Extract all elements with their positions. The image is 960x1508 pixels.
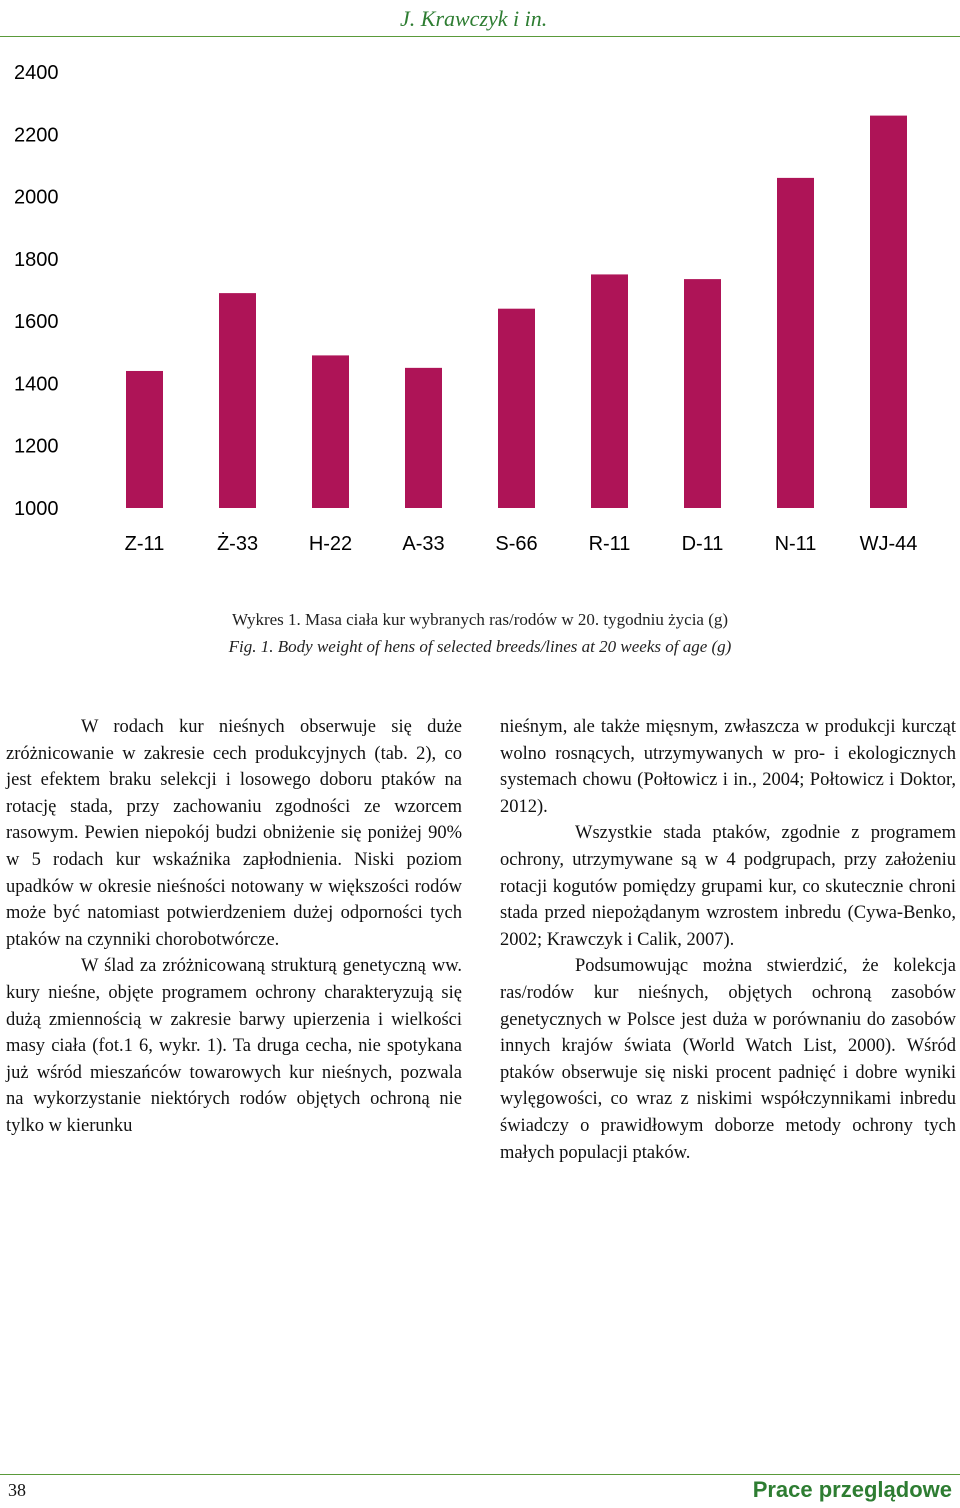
y-tick-label: 2400 — [14, 62, 59, 84]
paragraph: W ślad za zróżnicowaną strukturą genetyczną ww. kury nieśne, objęte programem ochrony charakteryzują się dużą zmiennością w zakresie barwy upierzenia i wielkości masy ciała (fot.1 6, wykr. 1). Ta druga cecha, nie spotykana już wśród mieszańców towarowych kur nieśnych, pozwala na wykorzystanie niektórych rodów objętych ochroną nie tylko w kierunku — [6, 956, 462, 1136]
x-tick-label: N-11 — [774, 533, 817, 555]
y-tick-label: 1200 — [14, 435, 59, 458]
x-tick-label: S-66 — [495, 533, 538, 555]
x-tick-label: D-11 — [681, 533, 724, 555]
figure-caption-polish: Wykres 1. Masa ciała kur wybranych ras/rodów w 20. tygodniu życia (g) — [231, 610, 729, 629]
bar — [591, 274, 628, 508]
paragraph: Podsumowując można stwierdzić, że kolekcja ras/rodów kur nieśnych, objętych ochroną zasobów genetycznych w Polsce jest duża w porównaniu do zasobów innych krajów świata (World Watch List, 2000). Wśród ptaków obserwuje się niski procent padnięć i dobre wyniki wylęgowości, co wraz z niskimi współczynnikami inbredu świadczy o prawidłowym doborze metody ochrony tych małych populacji ptaków. — [500, 956, 956, 1163]
paragraph: Wszystkie stada ptaków, zgodnie z programem ochrony, utrzymywane są w 4 podgrupach, przy założeniu rotacji kogutów pomiędzy grupami kur, co skutecznie chroni stada przed niepożądanym wzrostem inbredu (Cywa-Benko, 2002; Krawczyk i Calik, 2007). — [500, 823, 956, 950]
x-tick-label: R-11 — [588, 533, 631, 555]
x-tick-label: Z-11 — [124, 533, 165, 555]
footer-rule — [0, 1474, 960, 1475]
bar — [777, 178, 814, 508]
x-tick-label: A-33 — [402, 533, 445, 555]
running-head: J. Krawczyk i in. — [400, 6, 548, 31]
bars — [126, 116, 907, 508]
page-number: 38 — [8, 1480, 26, 1500]
y-tick-label: 2200 — [14, 124, 59, 147]
bar — [405, 368, 442, 508]
x-axis — [125, 532, 918, 555]
bar — [870, 116, 907, 508]
bar — [126, 371, 163, 508]
y-tick-label: 1000 — [14, 498, 59, 520]
y-tick-label: 1600 — [14, 311, 59, 334]
y-tick-label: 1800 — [14, 248, 59, 271]
y-tick-label: 2000 — [14, 186, 59, 209]
header-rule — [0, 36, 960, 37]
bar — [219, 293, 256, 508]
right-column — [500, 714, 956, 1166]
figure-caption-english: Fig. 1. Body weight of hens of selected breeds/lines at 20 weeks of age (g) — [228, 637, 732, 656]
x-tick-label: Ż-33 — [216, 533, 259, 555]
x-tick-label: WJ-44 — [859, 533, 918, 555]
bar — [498, 309, 535, 508]
paragraph: nieśnym, ale także mięsnym, zwłaszcza w produkcji kurcząt wolno rosnących, utrzymywanych w pro- i ekologicznych systemach chowu (Połtowicz i in., 2004; Połtowicz i Doktor, 2012). — [500, 717, 956, 817]
bar — [684, 279, 721, 508]
paragraph: W rodach kur nieśnych obserwuje się duże zróżnicowanie w zakresie cech produkcyjnych (tab. 2), co jest efektem braku selekcji i losowego doboru ptaków na rotację stada, przy zachowaniu zgodności ze wzorcem rasowym. Pewien niepokój budzi obniżenie się poniżej 90% w 5 rodach kur wskaźnika zapłodnienia. Niski poziom upadków w okresie nieśności notowany w większości rodów może być natomiast potwierdzeniem dużej odporności tych ptaków na czynniki chorobotwórcze. — [6, 717, 462, 950]
bar-chart — [0, 40, 960, 580]
left-column — [6, 714, 462, 1140]
bar — [312, 355, 349, 508]
y-axis — [14, 62, 59, 520]
x-tick-label: H-22 — [308, 533, 353, 555]
y-tick-label: 1400 — [14, 373, 59, 396]
journal-name: Prace przeglądowe — [752, 1477, 952, 1502]
